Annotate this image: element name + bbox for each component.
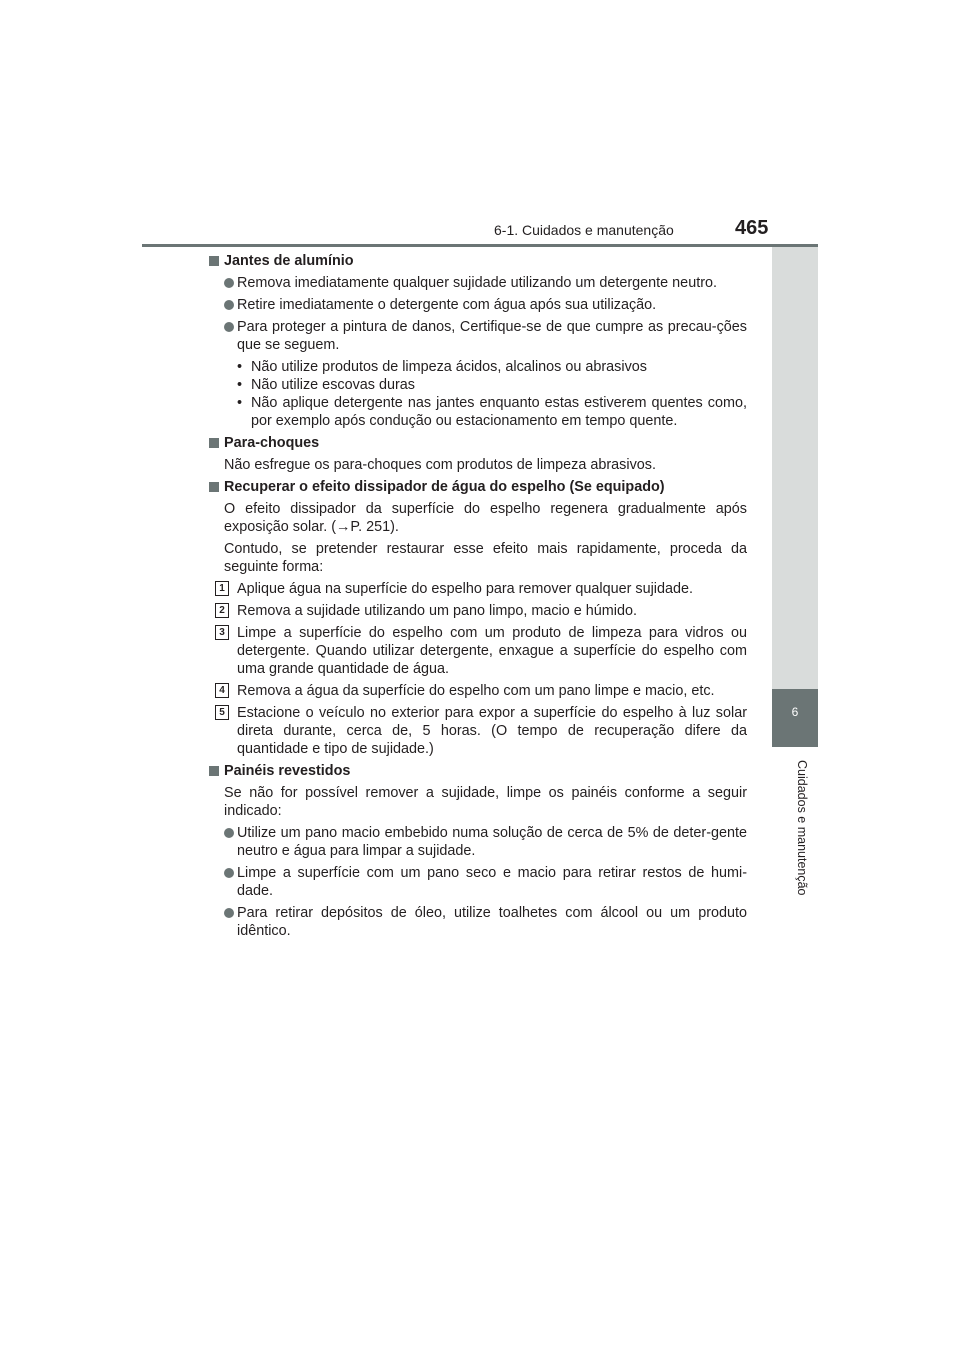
list-item: Para retirar depósitos de óleo, utilize toalhetes com álcool ou um produto idêntico. — [207, 904, 747, 940]
list-item: Remova imediatamente qualquer sujidade utilizando um detergente neutro. — [207, 274, 747, 292]
side-bar — [772, 247, 818, 689]
list-item: Utilize um pano macio embebido numa solução de cerca de 5% de deter-gente neutro e água para limpar a sujidade. — [207, 824, 747, 860]
paragraph: Se não for possível remover a sujidade, limpe os painéis conforme a seguir indicado: — [224, 785, 747, 819]
list-item: • Não utilize produtos de limpeza ácidos, alcalinos ou abrasivos — [237, 359, 647, 375]
small-bullet-icon: • — [237, 359, 243, 375]
page-number: 465 — [735, 217, 769, 239]
square-marker-icon — [209, 256, 219, 266]
chapter-label: Cuidados e manutenção — [795, 760, 809, 896]
section-parachoques — [207, 434, 747, 474]
section-jantes — [207, 252, 747, 430]
step-number: 1 — [215, 581, 229, 596]
section-espelho — [207, 478, 747, 758]
step-item: 5 Estacione o veículo no exterior para expor a superfície do espelho à luz solar direta durante, cerca de, 5 horas. (O tempo de recuperação difere da quantidade e tipo de sujidade.) — [207, 704, 747, 758]
sub-list — [207, 358, 747, 430]
step-number: 3 — [215, 625, 229, 640]
chapter-tab: 6 — [772, 689, 818, 747]
list-item: Retire imediatamente o detergente com água após sua utilização. — [207, 296, 747, 314]
bullet-dot-icon — [224, 908, 234, 918]
small-bullet-icon: • — [237, 377, 243, 393]
square-marker-icon — [209, 766, 219, 776]
header-rule — [142, 244, 818, 247]
header-section: 6-1. Cuidados e manutenção — [494, 222, 674, 238]
paragraph: O efeito dissipador da superfície do espelho regenera gradualmente após exposição solar. (→P. 251). — [224, 501, 747, 535]
section-paineis — [207, 762, 747, 940]
page-content — [207, 252, 747, 944]
square-marker-icon — [209, 482, 219, 492]
section-heading: Para-choques — [207, 434, 747, 452]
step-number: 2 — [215, 603, 229, 618]
list-item: Limpe a superfície com um pano seco e macio para retirar restos de humi-dade. — [207, 864, 747, 900]
list-item: Para proteger a pintura de danos, Certifique-se de que cumpre as precau-ções que se seguem. — [207, 318, 747, 354]
paragraph: Não esfregue os para-choques com produtos de limpeza abrasivos. — [224, 457, 656, 473]
section-heading: Recuperar o efeito dissipador de água do espelho (Se equipado) — [207, 478, 747, 496]
list-item: • Não utilize escovas duras — [237, 377, 415, 393]
bullet-dot-icon — [224, 828, 234, 838]
small-bullet-icon: • — [237, 395, 243, 411]
list-item: • Não aplique detergente nas jantes enquanto estas estiverem quentes como, por exemplo após condução ou estacionamento em tempo quente. — [237, 395, 747, 429]
square-marker-icon — [209, 438, 219, 448]
step-item: 1 Aplique água na superfície do espelho para remover qualquer sujidade. — [207, 580, 747, 598]
paragraph: Contudo, se pretender restaurar esse efeito mais rapidamente, proceda da seguinte forma: — [224, 541, 747, 575]
step-number: 5 — [215, 705, 229, 720]
bullet-dot-icon — [224, 278, 234, 288]
step-item: 3 Limpe a superfície do espelho com um produto de limpeza para vidros ou detergente. Quando utilizar detergente, enxague a superfície do espelho com uma grande quantidade de água. — [207, 624, 747, 678]
bullet-dot-icon — [224, 868, 234, 878]
step-number: 4 — [215, 683, 229, 698]
step-item: 4 Remova a água da superfície do espelho com um pano limpe e macio, etc. — [207, 682, 747, 700]
bullet-dot-icon — [224, 300, 234, 310]
step-item: 2 Remova a sujidade utilizando um pano limpo, macio e húmido. — [207, 602, 747, 620]
bullet-dot-icon — [224, 322, 234, 332]
section-heading: Jantes de alumínio — [207, 252, 747, 270]
section-heading: Painéis revestidos — [207, 762, 747, 780]
